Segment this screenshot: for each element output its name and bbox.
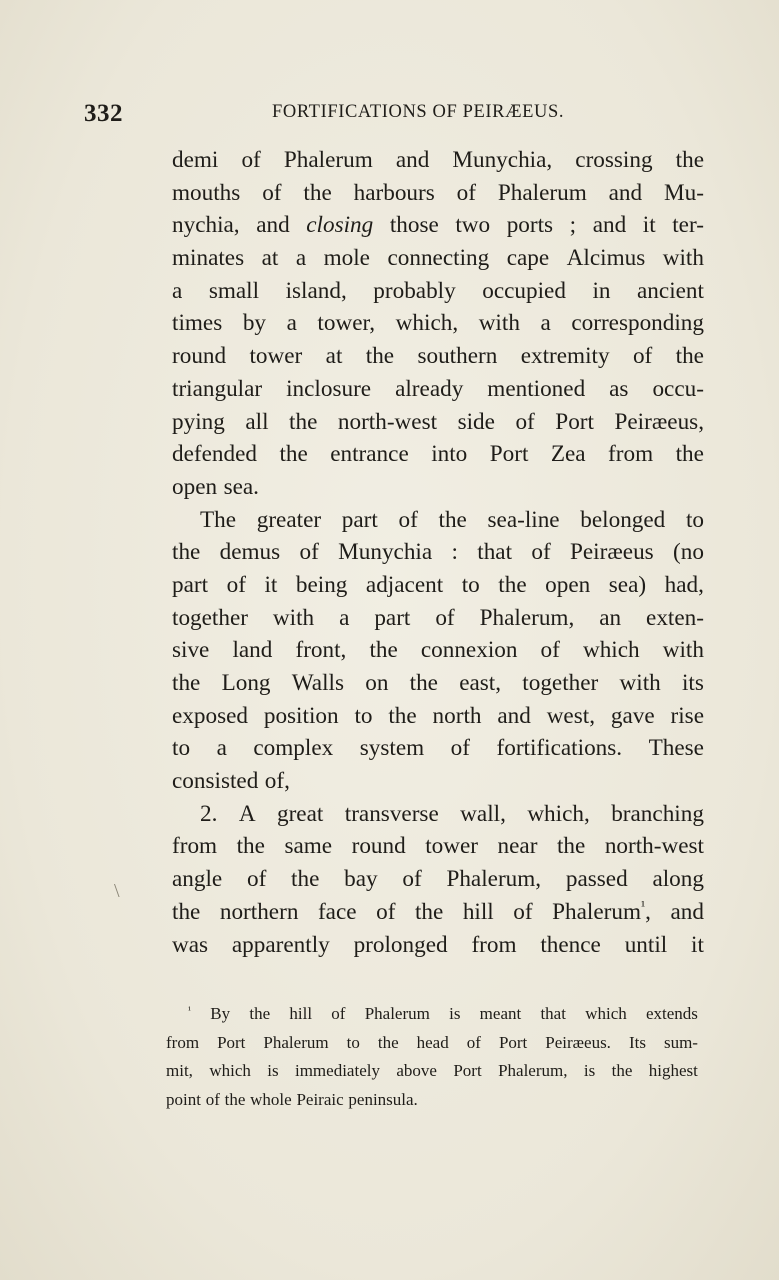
text-line [172, 896, 704, 929]
word: Phalerum [497, 179, 587, 206]
word: from [471, 931, 517, 958]
word: with [662, 637, 704, 664]
word: is [583, 1061, 596, 1080]
word: in [592, 277, 611, 304]
text-line [172, 929, 704, 962]
word: sive [172, 637, 210, 664]
word: position [263, 702, 339, 729]
word: being [295, 571, 348, 598]
word: Port [555, 408, 594, 435]
word: face [317, 898, 357, 925]
word: the [611, 1061, 633, 1080]
word: adjacent [365, 571, 444, 598]
word: a [339, 604, 350, 631]
word: entrance [330, 441, 409, 468]
word: exposed [172, 702, 248, 729]
word: inclosure [286, 375, 372, 402]
word: the [172, 670, 201, 696]
word: immediately [294, 1061, 380, 1080]
word: together [172, 604, 248, 631]
word: Phalerum, [479, 604, 575, 631]
word: system [359, 735, 425, 762]
word: was [172, 931, 209, 958]
word: a [172, 277, 183, 304]
word: with [619, 670, 661, 696]
text-line [172, 602, 704, 635]
word: north [432, 702, 482, 729]
word: of [241, 147, 261, 173]
word: it [691, 931, 704, 958]
word: A [238, 800, 256, 827]
page-number: 332 [84, 100, 123, 127]
word: Peiræeus [569, 539, 654, 566]
margin-mark: \ [114, 880, 120, 902]
word: at [325, 343, 343, 370]
word: the [291, 866, 320, 893]
text-line [172, 340, 704, 373]
word: Port [217, 1032, 246, 1052]
word: : [451, 539, 458, 566]
word: part [341, 506, 378, 533]
word: connecting [387, 245, 490, 272]
word: of [376, 898, 396, 925]
word: the [172, 898, 201, 925]
word: and [670, 898, 704, 925]
word: the [236, 833, 265, 860]
page-header [0, 100, 779, 132]
word: passed [565, 866, 628, 893]
text-line [172, 863, 704, 896]
word: angle [172, 866, 223, 893]
word: which [582, 637, 640, 664]
word: Phalerum [283, 147, 373, 173]
text-line [172, 373, 704, 406]
word: 2. [200, 800, 218, 827]
word: sea-line [487, 506, 560, 533]
word: of [402, 866, 422, 893]
word: extends [645, 1004, 698, 1023]
word: an [599, 604, 622, 631]
word: to [172, 735, 191, 762]
word: consisted [172, 768, 259, 795]
word: is [449, 1004, 461, 1023]
word: the [279, 441, 308, 468]
text-line [172, 144, 704, 177]
word: Munychia [338, 539, 433, 566]
word: ter- [672, 212, 704, 239]
word: point [166, 1089, 201, 1109]
word: belonged [580, 506, 666, 533]
word: of [205, 1089, 220, 1109]
word: same [284, 833, 333, 860]
word: tower, [317, 310, 376, 337]
word: the [438, 506, 467, 533]
word: and [497, 702, 531, 729]
word: tower [425, 833, 479, 860]
word: of [226, 571, 246, 598]
word: sea) [608, 571, 647, 598]
word: meant [479, 1004, 522, 1023]
word: (no [673, 539, 704, 566]
word: those [389, 212, 439, 239]
word: sum- [663, 1032, 698, 1052]
text-line [172, 307, 704, 340]
word: Peiræeus. [545, 1032, 611, 1052]
word: above [396, 1061, 437, 1080]
word: of [262, 179, 282, 206]
word: the [556, 833, 586, 860]
word: Peiraic [296, 1089, 344, 1109]
word: tower [249, 343, 303, 370]
word: head [416, 1032, 449, 1052]
word: open [545, 571, 591, 598]
word: into [431, 441, 468, 468]
word: extremity [520, 343, 610, 370]
word: occupied [482, 277, 566, 304]
word: the [498, 571, 527, 598]
word: and [592, 212, 627, 239]
word: the [377, 1032, 399, 1052]
word: the [388, 702, 417, 729]
word: is [267, 1061, 279, 1080]
word: Phalerum [364, 1004, 430, 1023]
word: the [675, 147, 704, 173]
text-line [172, 242, 704, 275]
word: highest [648, 1061, 698, 1080]
word: transverse [344, 800, 439, 827]
word: of [466, 1032, 481, 1052]
word: Peiræeus, [614, 408, 704, 435]
word: ancient [637, 277, 704, 304]
word: cape [506, 245, 550, 272]
word: mentioned [487, 375, 586, 402]
word: of [331, 1004, 346, 1023]
footnote-line [166, 1086, 698, 1115]
word: demus [219, 539, 281, 566]
text-line [172, 798, 704, 831]
word: at [261, 245, 279, 272]
word: thence [540, 931, 601, 958]
text-line [172, 667, 704, 700]
text-line [172, 406, 704, 439]
word: the [675, 441, 704, 468]
word: northern [219, 898, 299, 925]
word: whole [250, 1089, 292, 1109]
word: it [642, 212, 656, 239]
word: The [200, 506, 237, 533]
word: west, [546, 702, 595, 729]
running-title: FORTIFICATIONS OF PEIRÆEUS. [272, 102, 565, 122]
word: with [662, 245, 704, 272]
word: exten- [646, 604, 704, 631]
word: Port [453, 1061, 482, 1080]
word: of [531, 539, 551, 566]
word: to [346, 1032, 360, 1052]
word: hill [289, 1004, 313, 1023]
text-line [172, 765, 704, 798]
word: and [256, 212, 290, 239]
text-line [172, 700, 704, 733]
footnotes [166, 1000, 698, 1114]
text-line [172, 209, 704, 242]
text-line [172, 177, 704, 210]
word: the [365, 343, 395, 370]
word: hill [462, 898, 494, 925]
word: peninsula. [348, 1089, 418, 1109]
word: to [461, 571, 480, 598]
text-line [172, 536, 704, 569]
word: apparently [231, 931, 330, 958]
word: ¹ [188, 1004, 192, 1016]
word: bay [344, 866, 378, 893]
word: defended [172, 441, 257, 468]
word: the [172, 539, 201, 566]
word: already [395, 375, 464, 402]
word: to [685, 506, 704, 533]
word: Phalerum$^{^1}$, [552, 898, 651, 925]
word: as [609, 375, 629, 402]
text-line [172, 732, 704, 765]
word: nychia, [172, 212, 240, 239]
word: the [409, 670, 438, 696]
word: that [477, 539, 513, 566]
word: mouths [172, 179, 241, 206]
word: a [286, 310, 297, 337]
word: with [272, 604, 315, 631]
word: branching [611, 800, 704, 827]
word: part [172, 571, 209, 598]
word: which, [527, 800, 590, 827]
word: ports [506, 212, 554, 239]
word: a [216, 735, 227, 762]
word: times [172, 310, 223, 337]
word: had, [664, 571, 704, 598]
word: wall, [460, 800, 506, 827]
word: harbours [353, 179, 435, 206]
word: greater [256, 506, 322, 533]
word: of [632, 343, 653, 370]
text-line [172, 438, 704, 471]
text-line [172, 275, 704, 308]
word: land [232, 637, 273, 664]
word: Long [221, 670, 271, 696]
text-line [172, 569, 704, 602]
word: Port [489, 441, 529, 468]
word: its [681, 670, 704, 696]
word: the [303, 179, 332, 206]
word: north-west [604, 833, 704, 860]
word: together [522, 670, 599, 696]
text-line [172, 471, 704, 504]
word: triangular [172, 375, 263, 402]
word: Mu- [664, 179, 704, 206]
word: occu- [652, 375, 704, 402]
word: two [455, 212, 491, 239]
word: the [249, 1004, 271, 1023]
footnote-line [166, 1000, 698, 1029]
footnote-line [166, 1029, 698, 1058]
word: rise [670, 702, 704, 729]
word: closing [306, 212, 374, 239]
word: a [540, 310, 551, 337]
word: Phalerum, [498, 1061, 568, 1080]
word: probably [373, 277, 456, 304]
word: of [246, 866, 267, 893]
word: great [276, 800, 324, 827]
word: with [478, 310, 520, 337]
word: ; [569, 212, 577, 239]
word: the [414, 898, 444, 925]
word: from [172, 833, 218, 860]
word: Phalerum, [446, 866, 542, 893]
word: near [497, 833, 538, 860]
word: Phalerum [263, 1032, 329, 1052]
word: mit, [166, 1061, 193, 1080]
word: Its [628, 1032, 646, 1052]
text-line [172, 634, 704, 667]
word: pying [172, 408, 225, 435]
word: from [166, 1032, 200, 1052]
word: Alcimus [566, 245, 646, 272]
word: prolonged [353, 931, 448, 958]
word: and [608, 179, 643, 206]
word: until [624, 931, 668, 958]
word: front, [295, 637, 347, 664]
word: that [540, 1004, 566, 1023]
word: of [450, 735, 470, 762]
word: the [289, 408, 318, 435]
word: the [675, 343, 704, 370]
word: of [435, 604, 455, 631]
word: demi [172, 147, 219, 173]
word: the [224, 1089, 246, 1109]
word: mole [323, 245, 370, 272]
word: southern [417, 343, 498, 370]
word: a [295, 245, 307, 272]
word: corresponding [571, 310, 704, 337]
text-line [172, 830, 704, 863]
word: and [395, 147, 430, 173]
word: of [456, 179, 476, 206]
word: of [398, 506, 418, 533]
word: connexion [420, 637, 518, 664]
word: of [540, 637, 560, 664]
word: part [374, 604, 411, 631]
word: round [172, 343, 227, 370]
word: open [172, 473, 218, 500]
word: the [369, 637, 398, 664]
word: it [264, 571, 278, 598]
word: east, [459, 670, 502, 696]
word: north-west [337, 408, 438, 435]
word: These [648, 735, 704, 762]
word: which, [395, 310, 459, 337]
word: from [608, 441, 654, 468]
word: island, [285, 277, 347, 304]
word: round [351, 833, 406, 860]
word: Port [498, 1032, 528, 1052]
word: small [208, 277, 260, 304]
word: Munychia, [452, 147, 553, 173]
word: sea. [223, 473, 259, 500]
word: crossing [575, 147, 653, 173]
word: minates [172, 245, 245, 272]
word: By [210, 1004, 231, 1023]
word: by [242, 310, 266, 337]
word: to [354, 702, 373, 729]
word: Zea [550, 441, 586, 468]
word: of [513, 898, 533, 925]
body-text [172, 144, 704, 961]
word: which [585, 1004, 627, 1023]
word: fortifications. [496, 735, 623, 762]
word: along [652, 866, 704, 893]
word: of [299, 539, 319, 566]
text-line [172, 504, 704, 537]
footnote-line [166, 1057, 698, 1086]
word: side [457, 408, 495, 435]
word: complex [253, 735, 334, 762]
word: on [365, 670, 389, 696]
word: Walls [291, 670, 344, 696]
word: gave [610, 702, 655, 729]
word: which [209, 1061, 251, 1080]
word: of, [264, 768, 290, 795]
word: all [245, 408, 269, 435]
word: of [515, 408, 535, 435]
